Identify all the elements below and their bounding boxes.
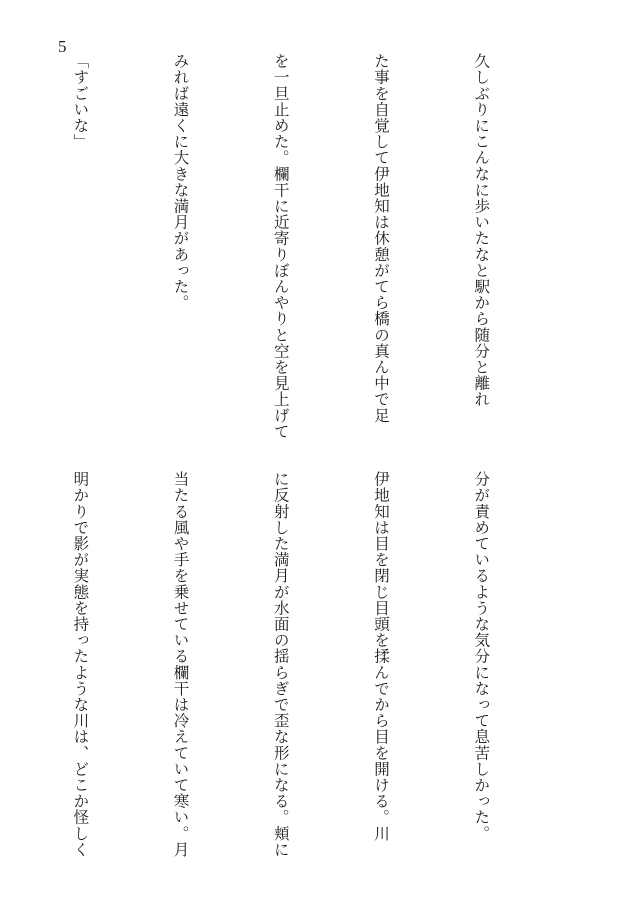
upper-text-block	[0, 53, 564, 453]
text-line: 久しぶりにこんなに歩いたなと駅から随分と離れ	[472, 53, 491, 408]
text-line: 分が責めているような気分になって息苦しかった。	[472, 471, 491, 842]
text-line: を一旦止めた。欄干に近寄りぼんやりと空を見上げて	[271, 53, 290, 440]
lower-text-block	[0, 471, 564, 858]
page-number: 5	[58, 37, 67, 56]
text-line: みれば遠くに大きな満月があった。	[171, 53, 190, 311]
text-line: に反射した満月が水面の揺らぎで歪な形になる。頬に	[271, 471, 290, 858]
text-line: 「すごいな」	[71, 53, 90, 150]
text-line: 明かりで影が実態を持ったような川は、どこか怪しく	[71, 471, 90, 858]
text-line: 当たる風や手を乗せている欄干は冷えていて寒い。月	[171, 471, 190, 858]
text-line: 伊地知は目を閉じ目頭を揉んでから目を開ける。川	[371, 471, 390, 842]
text-line: た事を自覚して伊地知は休憩がてら橋の真ん中で足	[371, 53, 390, 424]
